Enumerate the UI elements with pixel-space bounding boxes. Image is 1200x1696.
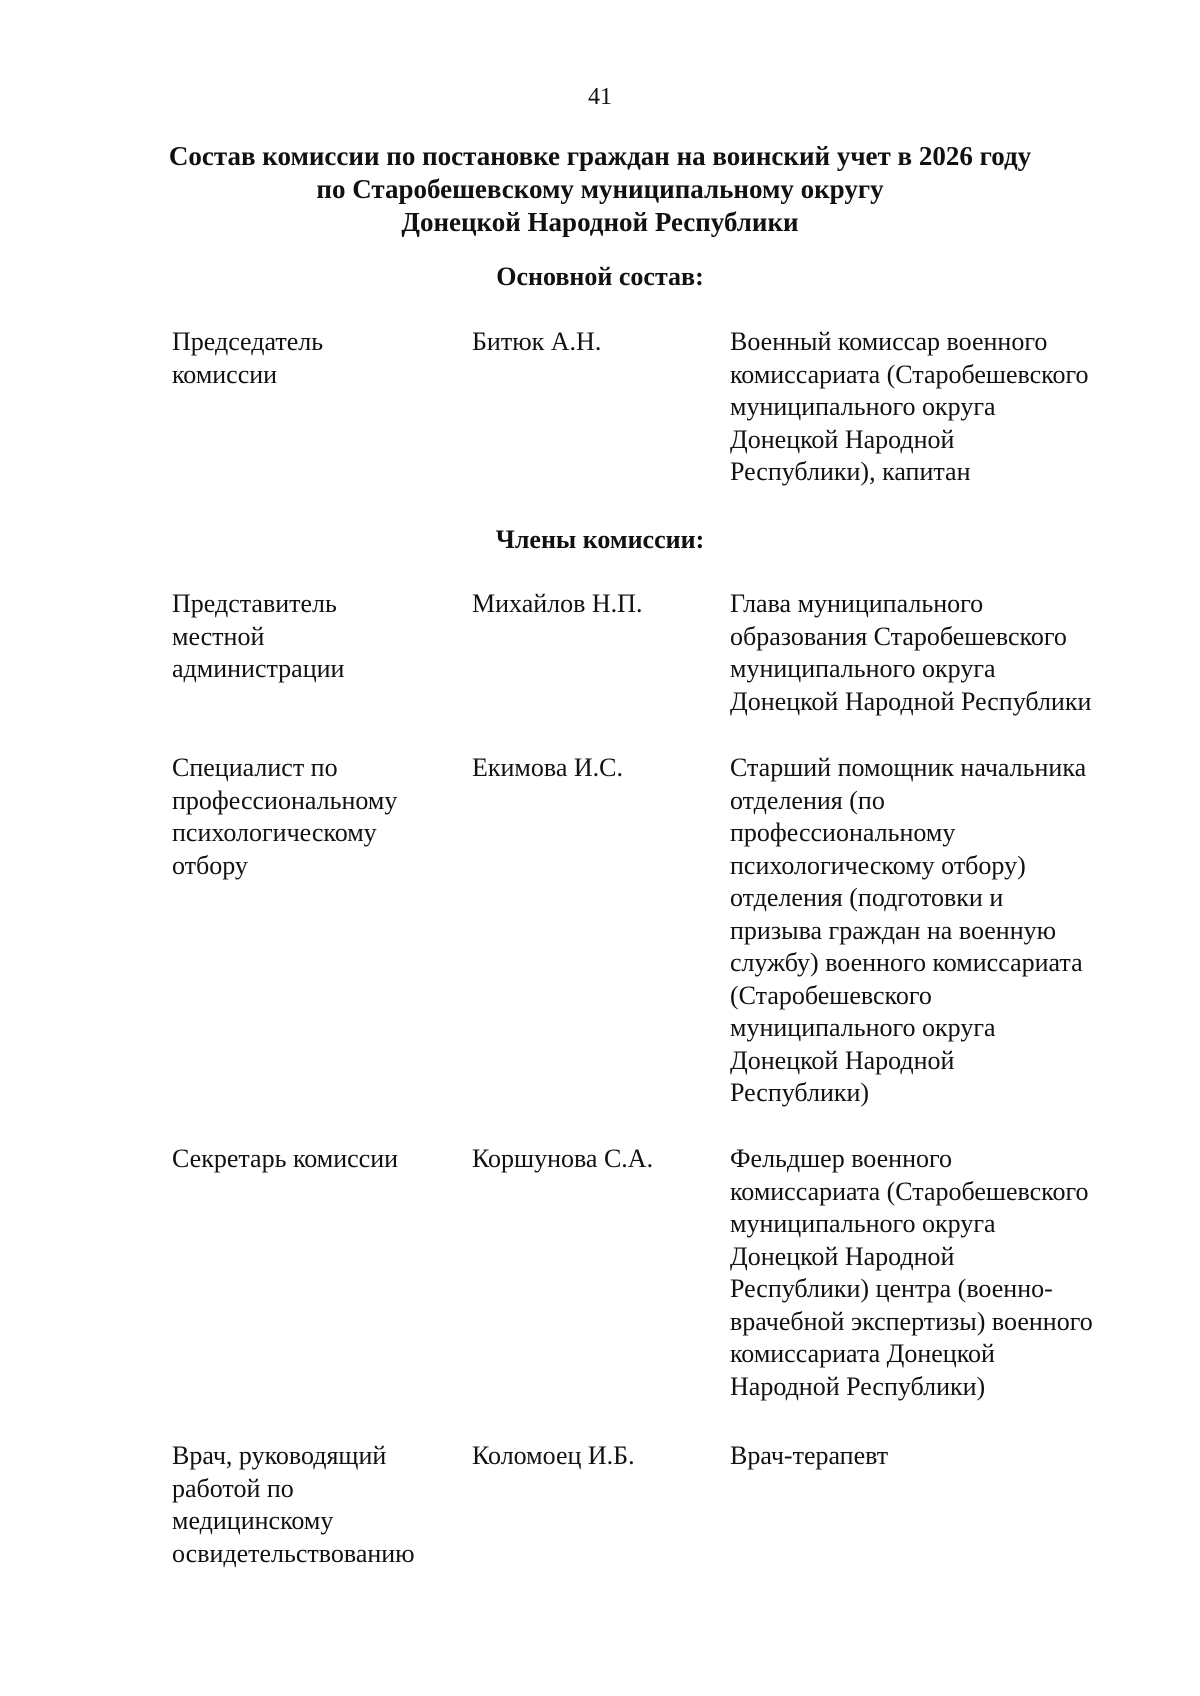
- chair-name: Битюк А.Н.: [472, 327, 602, 356]
- member-role: Специалист по профессиональному психологическому отбору: [172, 753, 398, 880]
- chair-position: Военный комиссар военного комиссариата (Старобешевского муниципального округа Донецкой Народной Республики), капитан: [730, 327, 1089, 486]
- member-position: Фельдшер военного комиссариата (Старобешевского муниципального округа Донецкой Народной Республики) центра (военно- врачебной экспертизы) военного комиссариата Донецкой Народной Республики): [730, 1144, 1093, 1401]
- member-name: Коломоец И.Б.: [472, 1441, 635, 1470]
- main-section-heading: Основной состав:: [496, 262, 704, 291]
- title-line-2: по Старобешевскому муниципальному округу: [316, 174, 884, 204]
- member-role: Врач, руководящий работой по медицинскому освидетельствованию: [172, 1441, 415, 1568]
- document-title: [0, 140, 1200, 239]
- member-position: Врач-терапевт: [730, 1441, 889, 1470]
- member-role: Представитель местной администрации: [172, 589, 345, 683]
- title-line-3: Донецкой Народной Республики: [401, 207, 799, 237]
- chair-role: Председатель комиссии: [172, 327, 324, 389]
- member-role: Секретарь комиссии: [172, 1144, 399, 1173]
- members-section-heading: Члены комиссии:: [495, 525, 705, 554]
- member-position: Старший помощник начальника отделения (по профессиональному психологическому отбору) отделения (подготовки и призыва граждан на военную службу) военного комиссариата (Старобешевского муниципального округа Донецкой Народной Республики): [730, 753, 1087, 1107]
- member-name: Михайлов Н.П.: [472, 589, 643, 618]
- title-line-1: Состав комиссии по постановке граждан на воинский учет в 2026 году: [168, 141, 1032, 171]
- member-name: Екимова И.С.: [472, 753, 623, 782]
- member-name: Коршунова С.А.: [472, 1144, 654, 1173]
- member-position: Глава муниципального образования Старобешевского муниципального округа Донецкой Народной Республики: [730, 589, 1092, 716]
- page-number: 41: [588, 84, 612, 110]
